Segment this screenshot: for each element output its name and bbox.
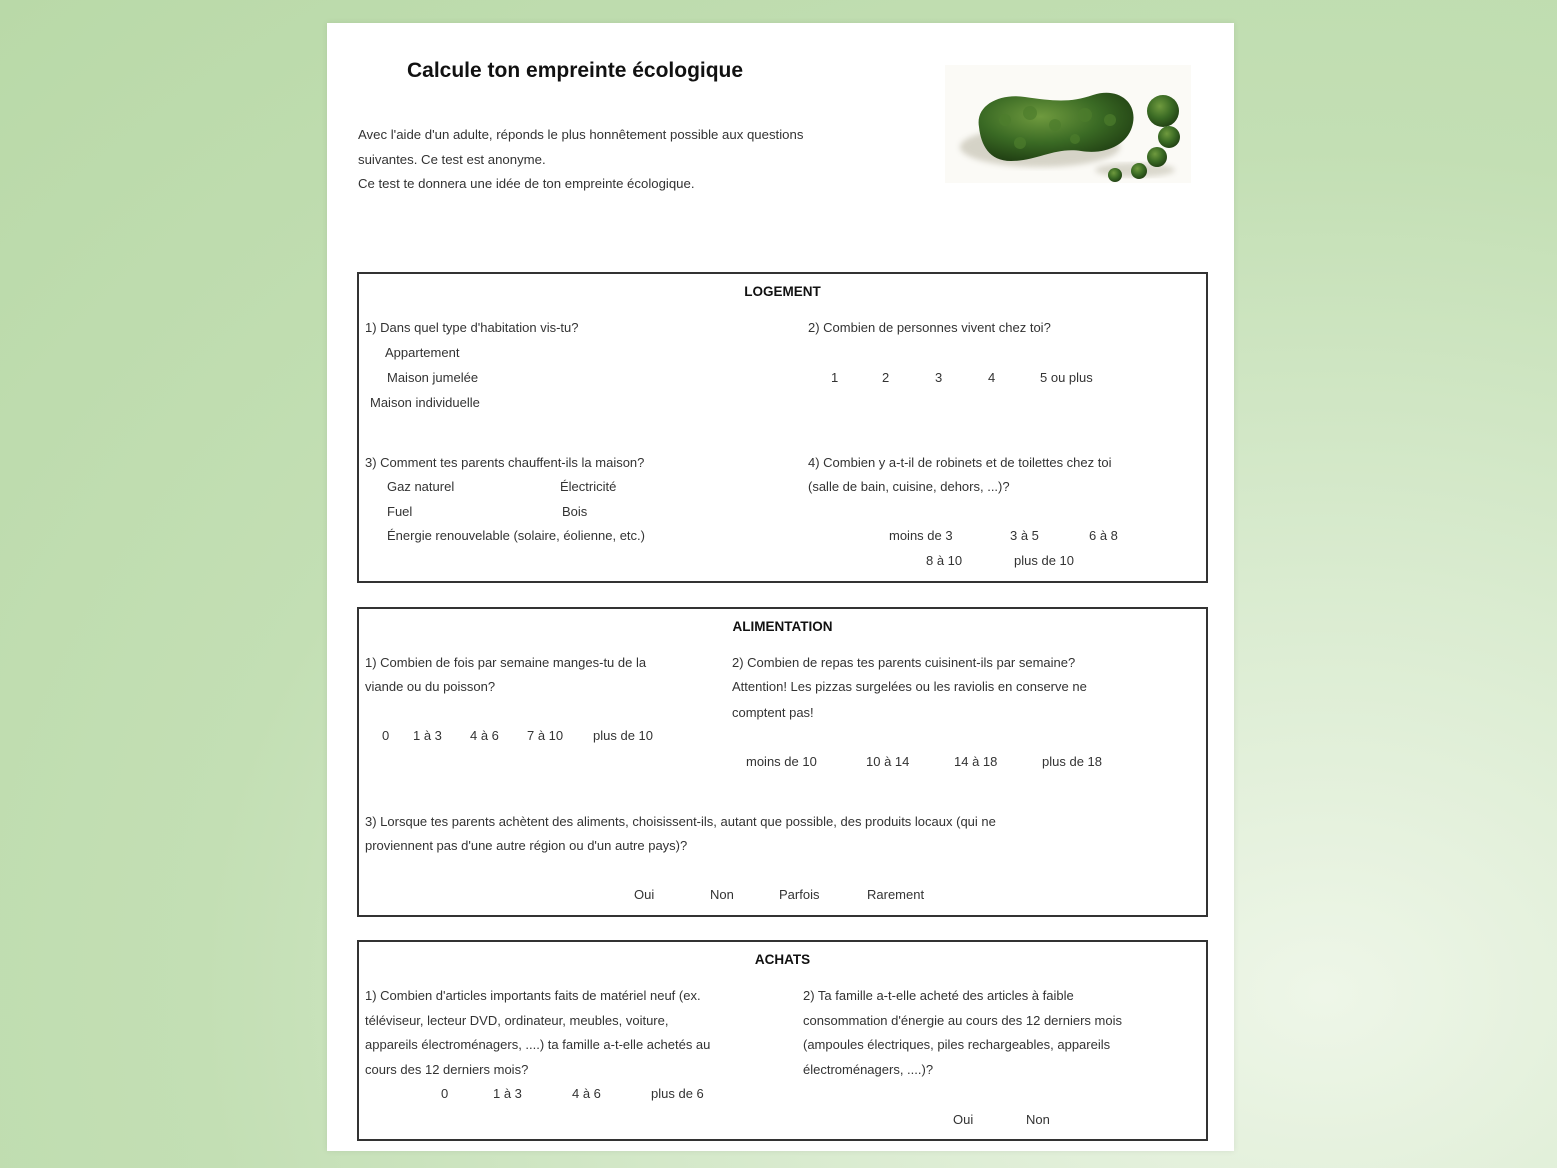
section-heading-achats: ACHATS xyxy=(754,952,811,967)
option-energie-renouvelable[interactable]: Énergie renouvelable (solaire, éolienne, etc.) xyxy=(387,528,645,543)
question-text: 4) Combien y a-t-il de robinets et de toilettes chez toi xyxy=(808,455,1112,470)
option-1-a-3[interactable]: 1 à 3 xyxy=(413,728,442,743)
option-1[interactable]: 1 xyxy=(831,370,839,385)
option-gaz-naturel[interactable]: Gaz naturel xyxy=(387,479,455,494)
option-parfois[interactable]: Parfois xyxy=(779,887,820,902)
section-heading-logement: LOGEMENT xyxy=(744,284,821,299)
option-5-ou-plus[interactable]: 5 ou plus xyxy=(1040,370,1093,385)
question-text: 1) Combien d'articles importants faits de matériel neuf (ex. xyxy=(365,988,701,1003)
option-2[interactable]: 2 xyxy=(882,370,890,385)
option-10-a-14[interactable]: 10 à 14 xyxy=(866,754,910,769)
option-moins-de-3[interactable]: moins de 3 xyxy=(889,528,953,543)
option-non[interactable]: Non xyxy=(1026,1112,1050,1127)
option-plus-de-18[interactable]: plus de 18 xyxy=(1042,754,1102,769)
option-plus-de-6[interactable]: plus de 6 xyxy=(651,1086,704,1101)
option-4-a-6[interactable]: 4 à 6 xyxy=(470,728,499,743)
option-8-a-10[interactable]: 8 à 10 xyxy=(926,553,963,568)
page-title: Calcule ton empreinte écologique xyxy=(407,59,744,82)
option-4[interactable]: 4 xyxy=(988,370,996,385)
option-oui[interactable]: Oui xyxy=(634,887,655,902)
option-electricite[interactable]: Électricité xyxy=(560,479,617,494)
question-text: (ampoules électriques, piles rechargeables, appareils xyxy=(803,1037,1111,1052)
question-text: Attention! Les pizzas surgelées ou les raviolis en conserve ne xyxy=(732,679,1087,694)
option-plus-de-10[interactable]: plus de 10 xyxy=(1014,553,1074,568)
option-maison-jumelee[interactable]: Maison jumelée xyxy=(387,370,479,385)
section-heading-alimentation: ALIMENTATION xyxy=(732,619,833,634)
question-text: comptent pas! xyxy=(732,705,814,720)
option-bois[interactable]: Bois xyxy=(562,504,588,519)
section-alimentation xyxy=(357,607,1208,917)
option-appartement[interactable]: Appartement xyxy=(385,345,460,360)
question-text: électroménagers, ....)? xyxy=(803,1062,934,1077)
question-text: téléviseur, lecteur DVD, ordinateur, meubles, voiture, xyxy=(365,1013,669,1028)
question-text: appareils électroménagers, ....) ta famille a-t-elle achetés au xyxy=(365,1037,711,1052)
option-non[interactable]: Non xyxy=(710,887,734,902)
option-3[interactable]: 3 xyxy=(935,370,943,385)
question-text: 1) Dans quel type d'habitation vis-tu? xyxy=(365,320,579,335)
question-text: 2) Ta famille a-t-elle acheté des articles à faible xyxy=(803,988,1074,1003)
question-text: (salle de bain, cuisine, dehors, ...)? xyxy=(808,479,1010,494)
option-7-a-10[interactable]: 7 à 10 xyxy=(527,728,564,743)
option-moins-de-10[interactable]: moins de 10 xyxy=(746,754,817,769)
intro-line-2: suivantes. Ce test est anonyme. xyxy=(358,151,546,167)
section-achats xyxy=(357,940,1208,1141)
question-text: 2) Combien de personnes vivent chez toi? xyxy=(808,320,1051,335)
question-text: 3) Lorsque tes parents achètent des aliments, choisissent-ils, autant que possible, des produits locaux (qui ne xyxy=(365,814,996,829)
question-text: 1) Combien de fois par semaine manges-tu de la xyxy=(365,655,647,670)
option-fuel[interactable]: Fuel xyxy=(387,504,413,519)
question-text: 2) Combien de repas tes parents cuisinent-ils par semaine? xyxy=(732,655,1076,670)
worksheet-page xyxy=(327,23,1234,1151)
question-text: consommation d'énergie au cours des 12 derniers mois xyxy=(803,1013,1122,1028)
intro-text xyxy=(358,123,918,197)
option-3-a-5[interactable]: 3 à 5 xyxy=(1010,528,1039,543)
question-text: proviennent pas d'une autre région ou d'un autre pays)? xyxy=(365,838,688,853)
question-text: cours des 12 derniers mois? xyxy=(365,1062,529,1077)
option-plus-de-10[interactable]: plus de 10 xyxy=(593,728,653,743)
question-text: 3) Comment tes parents chauffent-ils la maison? xyxy=(365,455,645,470)
tree-footprint-icon xyxy=(945,65,1191,183)
option-14-a-18[interactable]: 14 à 18 xyxy=(954,754,998,769)
option-6-a-8[interactable]: 6 à 8 xyxy=(1089,528,1118,543)
option-4-a-6[interactable]: 4 à 6 xyxy=(572,1086,601,1101)
intro-line-1: Avec l'aide d'un adulte, réponds le plus honnêtement possible aux questions xyxy=(358,127,804,142)
option-0[interactable]: 0 xyxy=(441,1086,449,1101)
option-maison-individuelle[interactable]: Maison individuelle xyxy=(370,395,480,410)
option-0[interactable]: 0 xyxy=(382,728,390,743)
intro-line-3: Ce test te donnera une idée de ton empreinte écologique. xyxy=(358,176,695,191)
option-rarement[interactable]: Rarement xyxy=(867,887,925,902)
question-text: viande ou du poisson? xyxy=(365,679,496,694)
option-1-a-3[interactable]: 1 à 3 xyxy=(493,1086,522,1101)
section-logement xyxy=(357,272,1208,583)
option-oui[interactable]: Oui xyxy=(953,1112,974,1127)
